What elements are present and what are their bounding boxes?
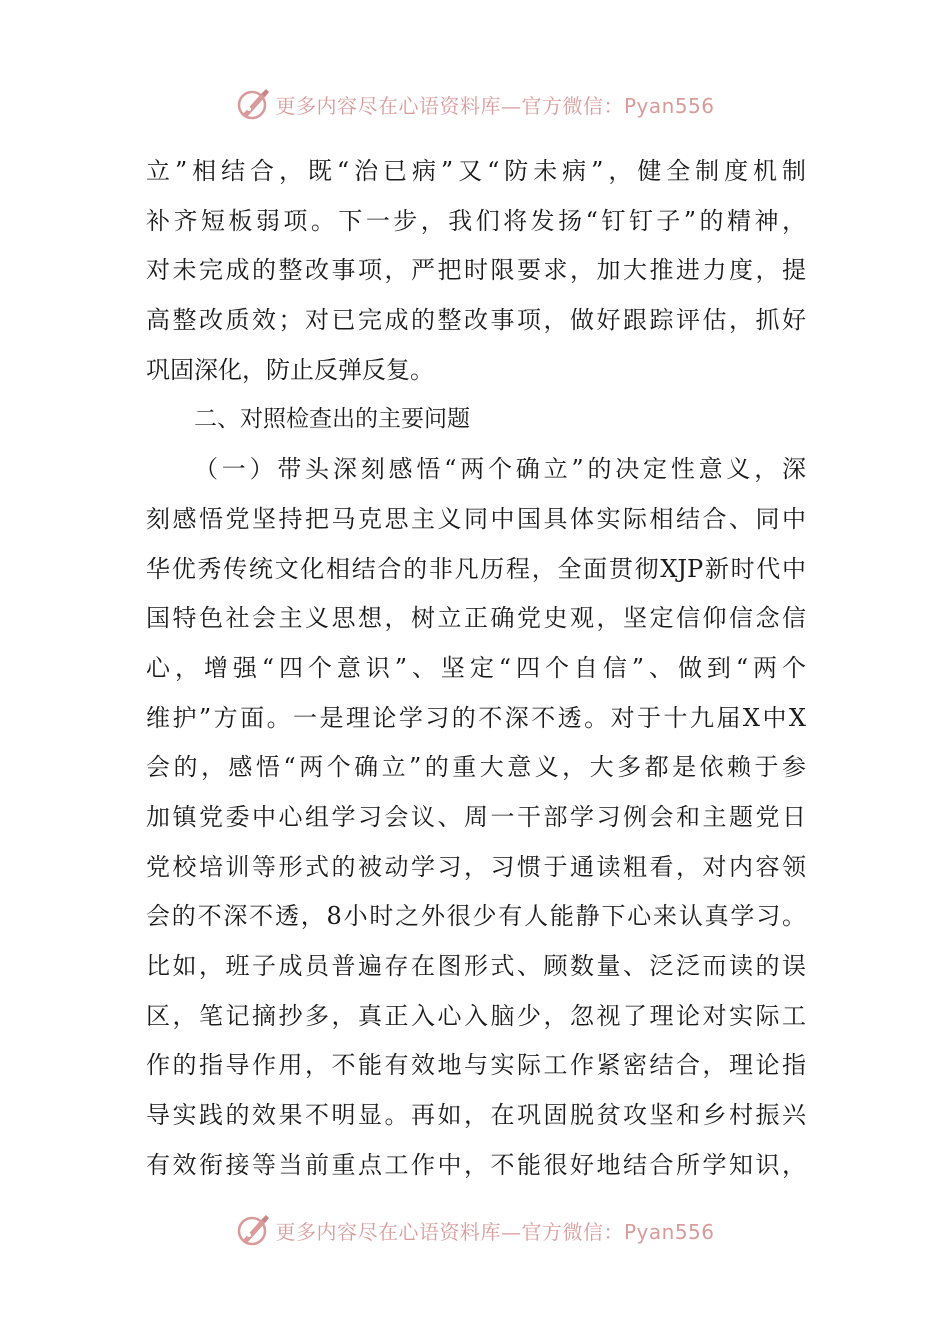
- watermark-header: [0, 84, 950, 124]
- text-line: 对未完成的整改事项，严把时限要求，加大推进力度，提: [146, 256, 806, 285]
- text-line: 补齐短板弱项。下一步，我们将发扬“钉钉子”的精神，: [146, 206, 806, 235]
- text-line: 立”相结合，既“治已病”又“防未病”，健全制度机制: [146, 157, 806, 185]
- text-line: （一）带头深刻感悟“两个确立”的决定性意义，深: [194, 455, 806, 484]
- text-line: 有效衔接等当前重点工作中，不能很好地结合所学知识，: [146, 1150, 806, 1179]
- section-heading: 二、对照检查出的主要问题: [194, 406, 470, 433]
- text-line: 维护”方面。一是理论学习的不深不透。对于十九届X中X: [146, 703, 806, 732]
- pen-logo-icon: [235, 1212, 271, 1248]
- text-line: 会的，感悟“两个确立”的重大意义，大多都是依赖于参: [146, 753, 806, 782]
- text-line: 高整改质效；对已完成的整改事项，做好跟踪评估，抓好: [146, 306, 806, 335]
- text-line: 心，增强“四个意识”、坚定“四个自信”、做到“两个: [146, 653, 806, 682]
- text-line: 比如，班子成员普遍存在图形式、顾数量、泛泛而读的误: [146, 952, 806, 980]
- watermark-text: 更多内容尽在心语资料库—官方微信：Pyan556: [275, 1219, 715, 1244]
- text-line: 会的不深不透，8小时之外很少有人能静下心来认真学习。: [146, 902, 806, 931]
- text-line: 加镇党委中心组学习会议、周一干部学习例会和主题党日: [146, 802, 806, 831]
- text-line: 巩固深化，防止反弹反复。: [146, 355, 434, 384]
- text-line: 国特色社会主义思想，树立正确党史观，坚定信仰信念信: [146, 604, 806, 633]
- watermark-text: 更多内容尽在心语资料库—官方微信：Pyan556: [275, 93, 715, 118]
- document-body: [146, 147, 806, 1190]
- text-line: 区，笔记摘抄多，真正入心入脑少，忽视了理论对实际工: [146, 1001, 806, 1030]
- text-line: 党校培训等形式的被动学习，习惯于通读粗看，对内容领: [146, 852, 806, 881]
- text-line: 刻感悟党坚持把马克思主义同中国具体实际相结合、同中: [146, 504, 806, 533]
- watermark-footer: [0, 1210, 950, 1250]
- text-line: 华优秀传统文化相结合的非凡历程，全面贯彻XJP新时代中: [146, 554, 806, 583]
- pen-logo-icon: [235, 86, 271, 122]
- text-line: 作的指导作用，不能有效地与实际工作紧密结合，理论指: [146, 1051, 806, 1080]
- text-line: 导实践的效果不明显。再如，在巩固脱贫攻坚和乡村振兴: [146, 1101, 806, 1130]
